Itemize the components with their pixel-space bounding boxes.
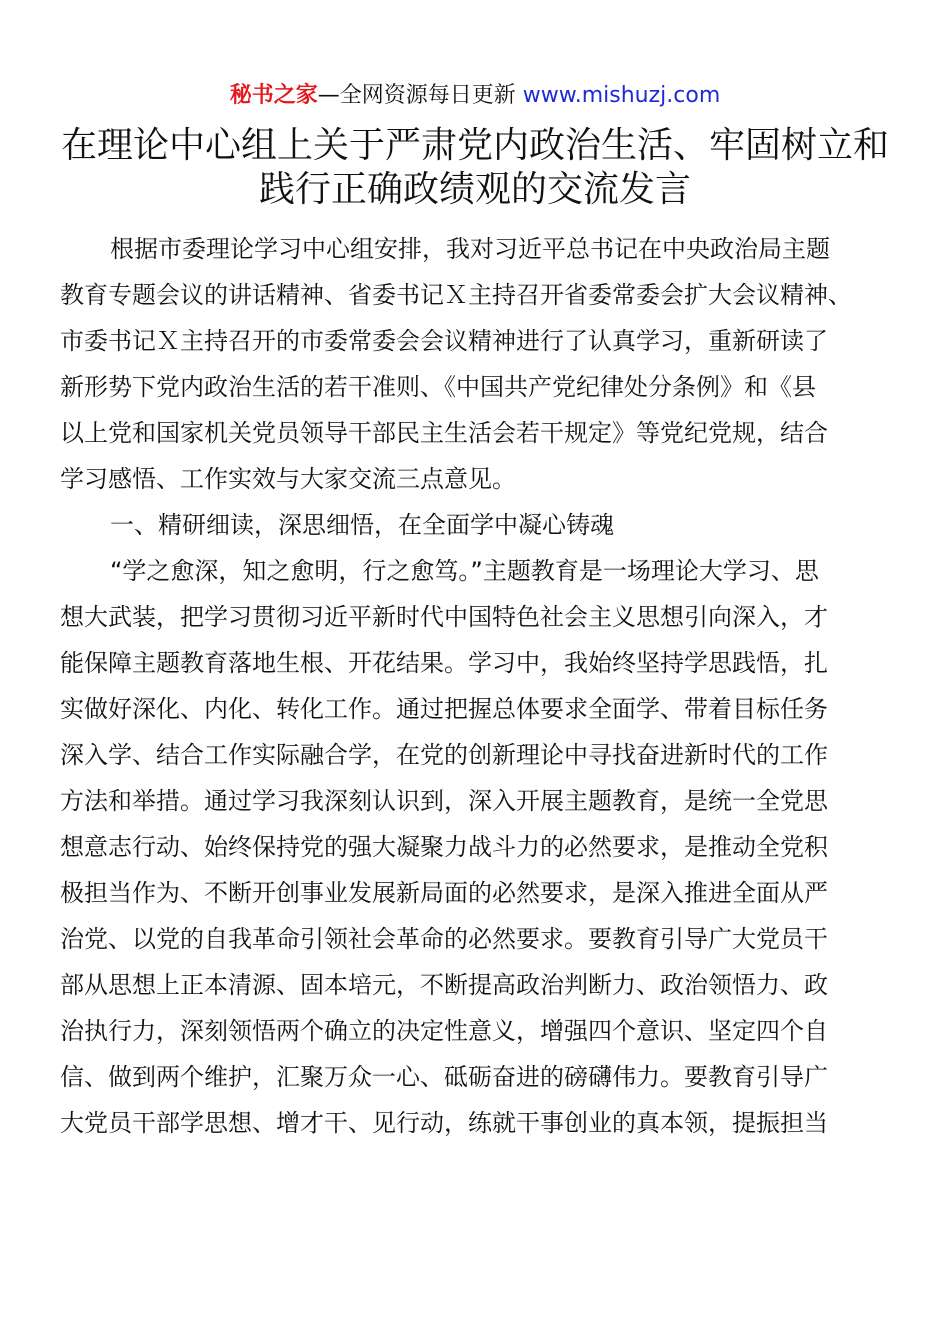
- paragraph-line: “学之愈深，知之愈明，行之愈笃。”主题教育是一场理论大学习、思: [110, 557, 819, 585]
- paragraph-line: 信、做到两个维护，汇聚万众一心、砥砺奋进的磅礴伟力。要教育引导广: [60, 1063, 828, 1091]
- paragraph-line: 根据市委理论学习中心组安排，我对习近平总书记在中央政治局主题: [110, 235, 830, 263]
- title-line-2: 践行正确政绩观的交流发言: [258, 169, 691, 210]
- paragraph-line: 深入学、结合工作实际融合学，在党的创新理论中寻找奋进新时代的工作: [60, 741, 828, 769]
- paragraph-line: 想意志行动、始终保持党的强大凝聚力战斗力的必然要求，是推动全党积: [60, 833, 828, 861]
- paragraph-line: 能保障主题教育落地生根、开花结果。学习中，我始终坚持学思践悟，扎: [60, 649, 828, 677]
- paragraph-line: 部从思想上正本清源、固本培元，不断提高政治判断力、政治领悟力、政: [60, 971, 828, 999]
- document-title: [40, 124, 910, 212]
- paragraph-line: 极担当作为、不断开创事业发展新局面的必然要求，是深入推进全面从严: [60, 879, 828, 907]
- paragraph-line: 想大武装，把学习贯彻习近平新时代中国特色社会主义思想引向深入，才: [60, 603, 828, 631]
- header-tagline: —全网资源每日更新: [317, 83, 516, 108]
- paragraph-line: 新形势下党内政治生活的若干准则、《中国共产党纪律处分条例》和《县: [60, 373, 816, 401]
- brand-name: 秘书之家: [229, 83, 318, 108]
- paragraph-line: 教育专题会议的讲话精神、省委书记Ｘ主持召开省委常委会扩大会议精神、: [60, 281, 852, 309]
- document-body: [60, 226, 890, 1146]
- paragraph-line: 治执行力，深刻领悟两个确立的决定性意义，增强四个意识、坚定四个自: [60, 1017, 828, 1045]
- paragraph-line: 方法和举措。通过学习我深刻认识到，深入开展主题教育，是统一全党思: [60, 787, 828, 815]
- paragraph-line: 大党员干部学思想、增才干、见行动，练就干事创业的真本领，提振担当: [60, 1109, 828, 1137]
- site-url-link[interactable]: www.mishuzj.com: [522, 83, 721, 108]
- site-header: [0, 80, 950, 112]
- section-heading: 一、精研细读，深思细悟，在全面学中凝心铸魂: [110, 511, 614, 539]
- paragraph-line: 实做好深化、内化、转化工作。通过把握总体要求全面学、带着目标任务: [60, 695, 828, 723]
- paragraph-line: 以上党和国家机关党员领导干部民主生活会若干规定》等党纪党规，结合: [60, 419, 828, 447]
- paragraph-line: 市委书记Ｘ主持召开的市委常委会会议精神进行了认真学习，重新研读了: [60, 327, 828, 355]
- title-line-1: 在理论中心组上关于严肃党内政治生活、牢固树立和: [60, 125, 889, 166]
- paragraph-line: 学习感悟、工作实效与大家交流三点意见。: [60, 465, 516, 493]
- paragraph-line: 治党、以党的自我革命引领社会革命的必然要求。要教育引导广大党员干: [60, 925, 828, 953]
